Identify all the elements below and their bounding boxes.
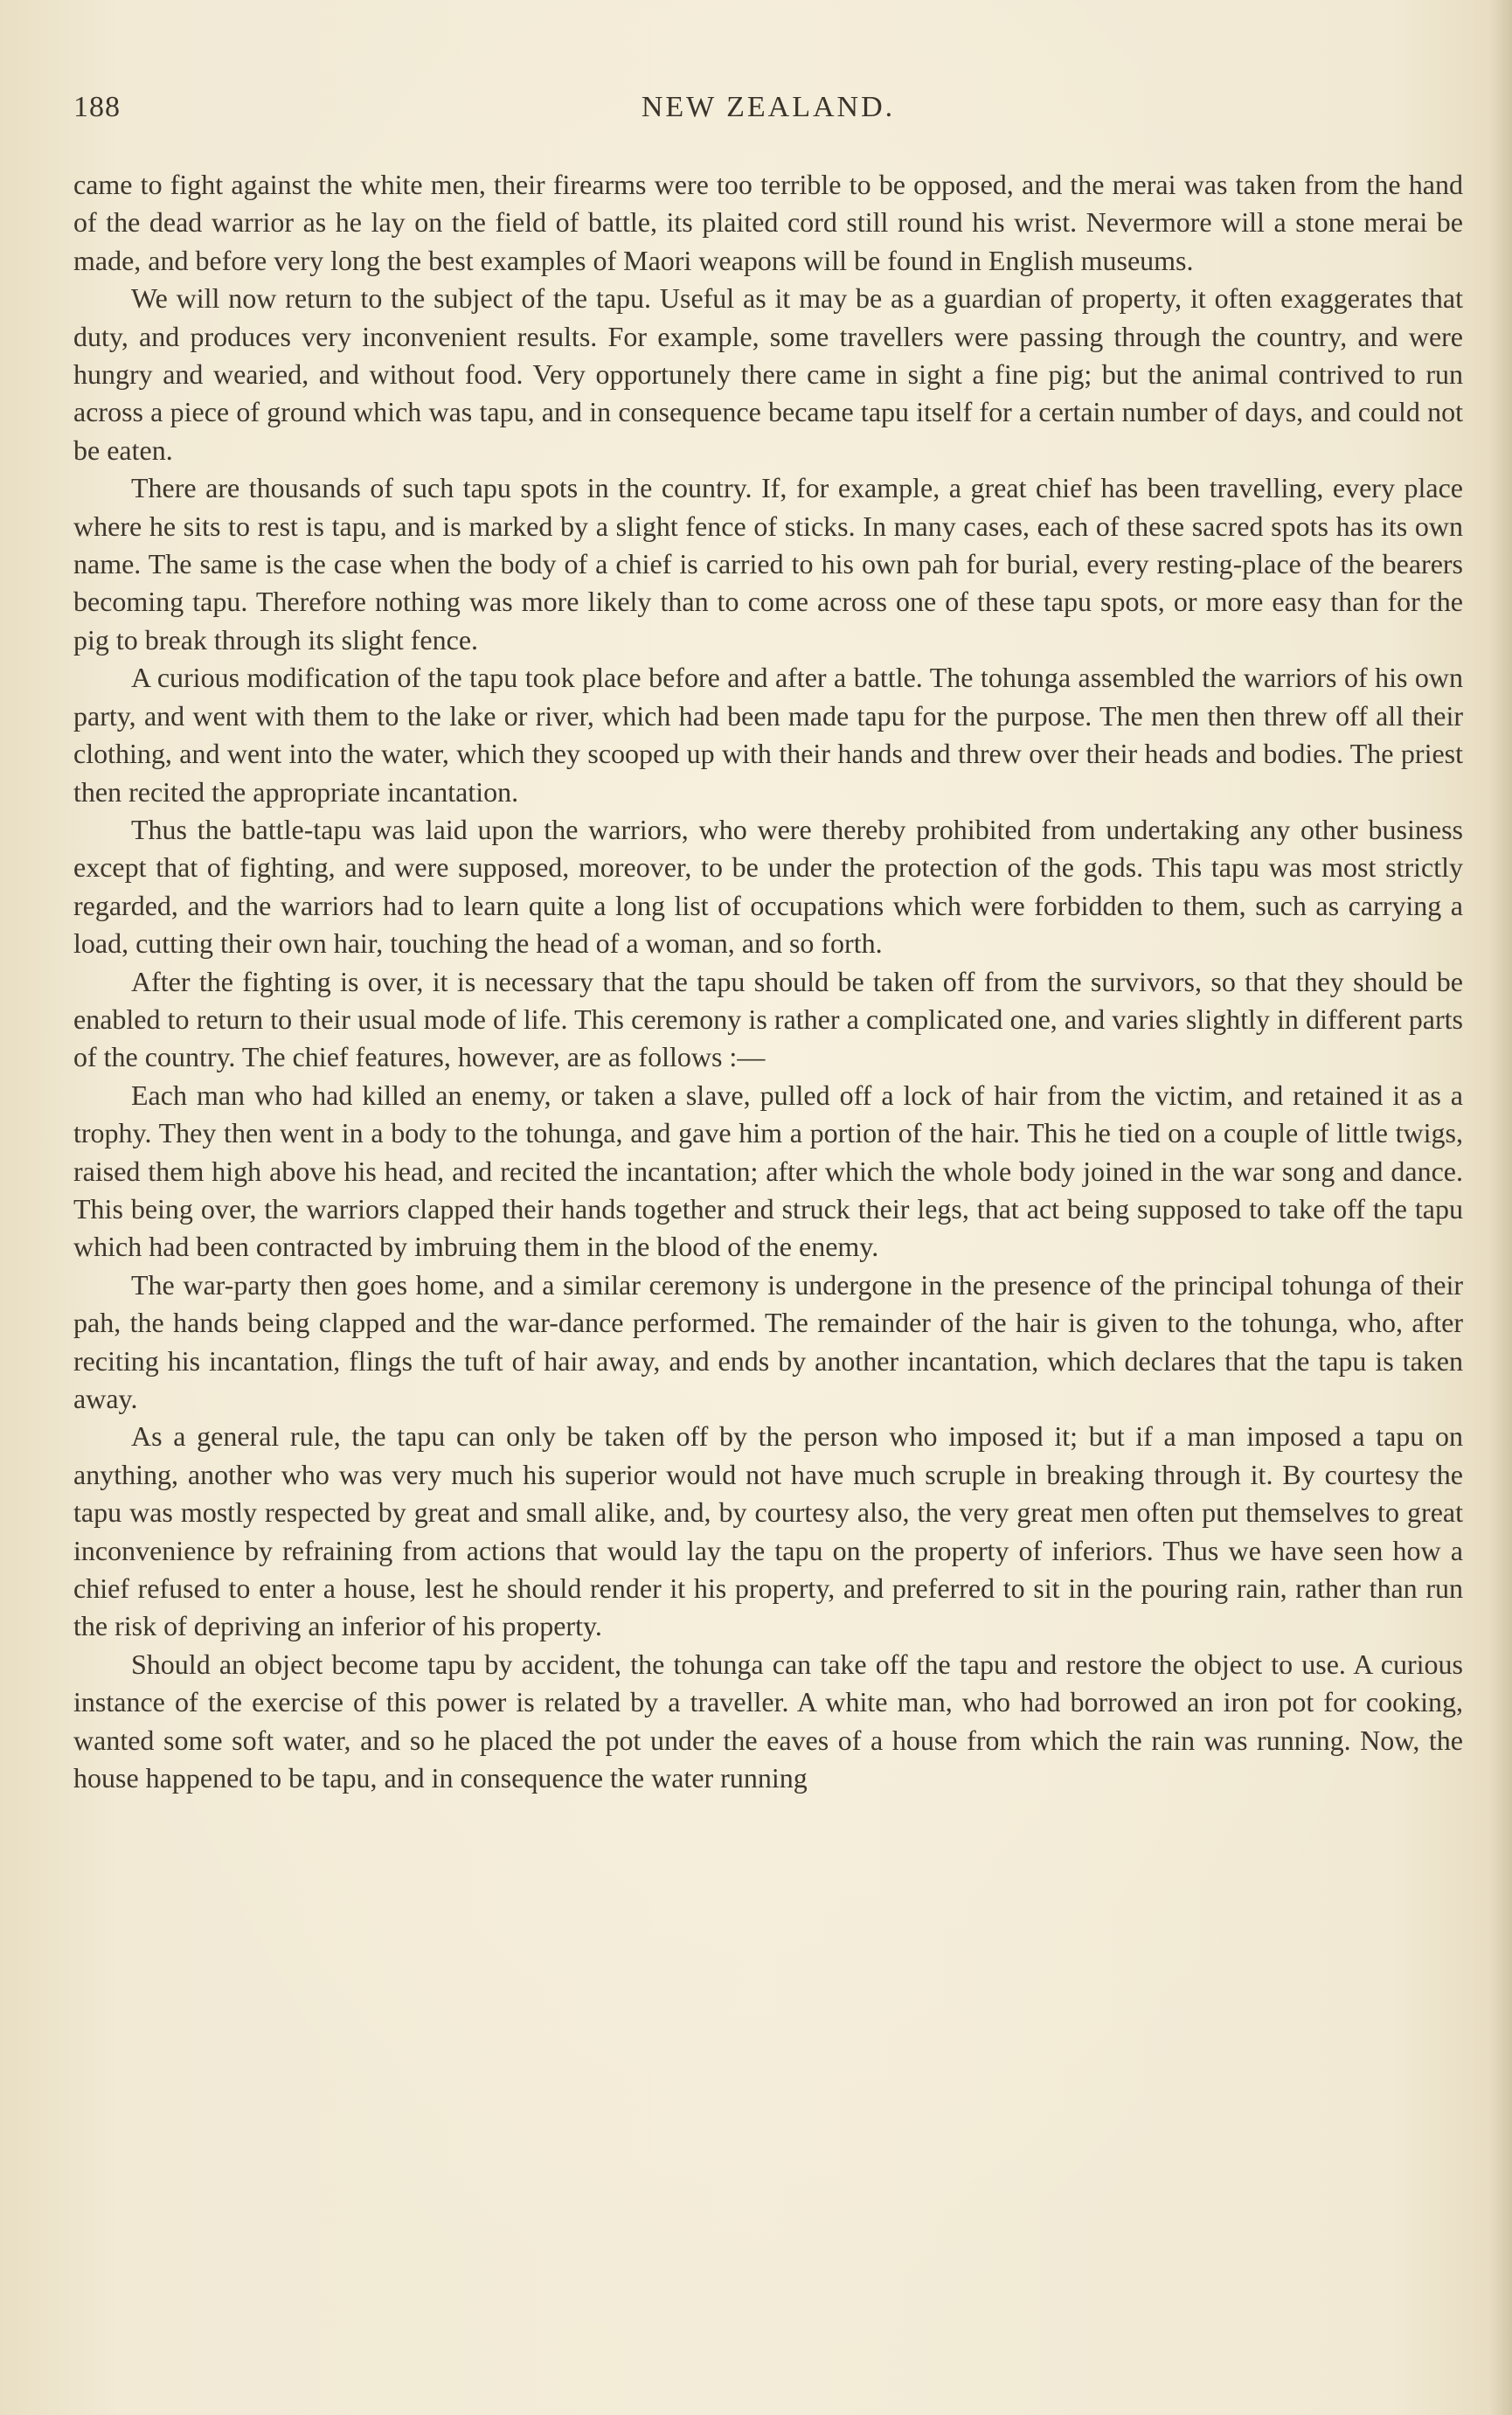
page-edge-shadow — [1489, 0, 1512, 2415]
paragraph: There are thousands of such tapu spots in the country. If, for example, a great chief has been travelling, every place where he sits to rest is tapu, and is marked by a slight fence of sticks. In many cases, each of these sacred spots has its own name. The same is the case when the body of a chief is carried to his own pah for burial, every resting-place of the bearers becoming tapu. Therefore nothing was more likely than to come across one of these tapu spots, or more easy than for the pig to break through its slight fence. — [73, 472, 1463, 656]
body-text — [73, 166, 1463, 1797]
paragraph: A curious modification of the tapu took place before and after a battle. The tohunga assembled the warriors of his own party, and went with them to the lake or river, which had been made tapu for the purpose. The men then threw off all their clothing, and went into the water, which they scooped up with their hands and threw over their heads and bodies. The priest then recited the appropriate incantation. — [73, 662, 1463, 808]
page-number: 188 — [73, 91, 121, 123]
paragraph: As a general rule, the tapu can only be taken off by the person who imposed it; but if a man imposed a tapu on anything, another who was very much his superior would not have much scruple in breaking through it. By courtesy the tapu was mostly respected by great and small alike, and, by courtesy also, the very great men often put themselves to great inconvenience by refraining from actions that would lay the tapu on the property of inferiors. Thus we have seen how a chief refused to enter a house, lest he should render it his property, and preferred to sit in the pouring rain, rather than run the risk of depriving an inferior of his property. — [73, 1420, 1463, 1642]
paragraph: Each man who had killed an enemy, or taken a slave, pulled off a lock of hair from the victim, and retained it as a trophy. They then went in a body to the tohunga, and gave him a portion of the hair. This he tied on a couple of little twigs, raised them high above his head, and recited the incantation; after which the whole body joined in the war song and dance. This being over, the warriors clapped their hands together and struck their legs, that act being supposed to take off the tapu which had been contracted by imbruing them in the blood of the enemy. — [73, 1079, 1463, 1263]
running-title: NEW ZEALAND. — [641, 91, 896, 123]
paragraph-continued: came to fight against the white men, their firearms were too terrible to be opposed, and the merai was taken from the hand of the dead warrior as he lay on the field of battle, its plaited cord still round his wrist. Nevermore will a stone merai be made, and before very long the best examples of Maori weapons will be found in English museums. — [73, 169, 1463, 276]
paragraph: The war-party then goes home, and a similar ceremony is undergone in the presence of the principal tohunga of their pah, the hands being clapped and the war-dance performed. The remainder of the hair is given to the tohunga, who, after reciting his incantation, flings the tuft of hair away, and ends by another incantation, which declares that the tapu is taken away. — [73, 1268, 1463, 1414]
paragraph: We will now return to the subject of the tapu. Useful as it may be as a guardian of property, it often exaggerates that duty, and produces very inconvenient results. For example, some travellers were passing through the country, and were hungry and wearied, and without food. Very opportunely there came in sight a fine pig; but the animal contrived to run across a piece of ground which was tapu, and in consequence became tapu itself for a certain number of days, and could not be eaten. — [73, 282, 1463, 466]
page-header — [73, 91, 1463, 135]
paragraph: Thus the battle-tapu was laid upon the warriors, who were thereby prohibited from undertaking any other business except that of fighting, and were supposed, moreover, to be under the protection of the gods. This tapu was most strictly regarded, and the warriors had to learn quite a long list of occupations which were forbidden to them, such as carrying a load, cutting their own hair, touching the head of a woman, and so forth. — [73, 813, 1463, 960]
paragraph: After the fighting is over, it is necessary that the tapu should be taken off from the survivors, so that they should be enabled to return to their usual mode of life. This ceremony is rather a complicated one, and varies slightly in different parts of the country. The chief features, however, are as follows :— — [73, 965, 1463, 1073]
paragraph: Should an object become tapu by accident, the tohunga can take off the tapu and restore the object to use. A curious instance of the exercise of this power is related by a traveller. A white man, who had borrowed an iron pot for cooking, wanted some soft water, and so he placed the pot under the eaves of a house from which the rain was running. Now, the house happened to be tapu, and in consequence the water running — [73, 1648, 1463, 1794]
